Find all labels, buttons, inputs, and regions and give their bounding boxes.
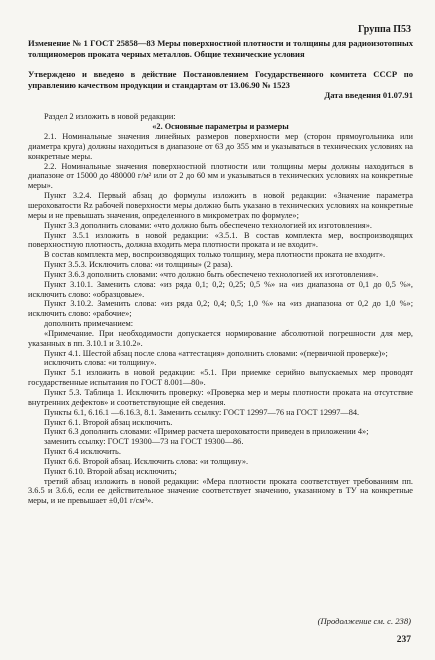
group-label: Группа П53	[358, 24, 411, 35]
body-paragraph: Пункт 3.6.3 дополнить словами: «что должно быть обеспечено технологией их изготовления».	[44, 269, 379, 279]
body-paragraph: Пункт 6.4 исключить.	[44, 447, 121, 457]
approval-statement: Утверждено и введено в действие Постановлением Государственного комитета СССР по управлению качеством продукции и стандартам от 13.06.90 № 1523	[28, 69, 413, 90]
effective-date: Дата введения 01.07.91	[324, 90, 413, 101]
body-paragraph: 2.2. Номинальные значения поверхностной плотности или толщины меры должны находиться в диапазоне от 15000 до 480000 г/м² или от 2 до 60 мм и указываться в технических условиях на конкретные меры».	[28, 161, 413, 191]
body-paragraph: Пункт 3.10.1. Заменить слова: «из ряда 0,1; 0,2; 0,25; 0,5 %» на «из диапазона от 0,1 до 0,5 %», исключить слово: «образцовые».	[28, 279, 413, 299]
body-paragraph: Пункт 4.1. Шестой абзац после слова «аттестация» дополнить словами: «(первичной проверке)»;	[44, 348, 388, 358]
body-paragraph: Раздел 2 изложить в новой редакции:	[44, 112, 176, 122]
body-paragraph: Пункты 6.1, 6.16.1 —6.16.3, 8.1. Заменить ссылку: ГОСТ 12997—76 на ГОСТ 12997—84.	[44, 407, 360, 417]
body-paragraph: «Примечание. При необходимости допускается нормирование абсолютной погрешности для мер, указанных в пп. 3.10.1 и 3.10.2».	[28, 328, 413, 348]
body-paragraph: Пункт 6.6. Второй абзац. Исключить слова: «и толщину».	[44, 456, 249, 466]
body-paragraph: Пункт 3.3 дополнить словами: «что должно быть обеспечено технологией их изготовления».	[44, 220, 372, 230]
body-paragraph: заменить ссылку: ГОСТ 19300—73 на ГОСТ 19300—86.	[44, 437, 244, 447]
header-title: Изменение № 1 ГОСТ 25858—83 Меры поверхностной плотности и толщины для радиоизотопных толщиномеров проката черных металлов. Общие технические условия	[28, 38, 413, 59]
body-paragraph: Пункт 5.3. Таблица 1. Исключить проверку: «Проверка мер и меры плотности проката на отсутствие внутренних дефектов» и соответствующие ей сведения.	[28, 388, 413, 407]
body-paragraph: Пункт 6.3 дополнить словами: «Пример расчета шероховатости приведен в приложении 4»;	[44, 427, 369, 437]
body-paragraph: Пункт 6.1. Второй абзац исключить.	[44, 417, 173, 427]
page-number: 237	[396, 635, 411, 645]
body-paragraph: дополнить примечанием:	[44, 319, 134, 329]
body-paragraph: Пункт 3.10.2. Заменить слова: «из ряда 0,2; 0,4; 0,5; 1,0 %» на «из диапазона от 0,2 до 1,0 %»; исключить слово: «рабочие»;	[28, 299, 413, 319]
body-paragraph: исключить слова: «и толщину».	[44, 358, 157, 368]
body-paragraph: Пункт 6.10. Второй абзац исключить;	[44, 466, 177, 476]
document-body	[28, 112, 413, 506]
body-paragraph: Пункт 5.1 изложить в новой редакции: «5.1. При приемке серийно выпускаемых мер проводят государственные испытания по ГОСТ 8.001—80».	[28, 368, 413, 388]
body-paragraph: «2. Основные параметры и размеры	[152, 122, 289, 132]
body-paragraph: 2.1. Номинальные значения линейных размеров поверхности мер (сторон прямоугольника или диаметра круга) должны находиться в диапазоне от 63 до 355 мм и указываться в технических условиях на конкретные меры.	[28, 132, 413, 161]
body-paragraph: Пункт 3.5.3. Исключить слова: «и толщины» (2 раза).	[44, 260, 233, 270]
body-paragraph: Пункт 3.2.4. Первый абзац до формулы изложить в новой редакции: «Значение параметра шероховатости Rz рабочей поверхности меры должно быть указано в технических условиях на конкретные меры и не превышать значения, определенного в микрометрах по формуле»;	[28, 191, 413, 220]
body-paragraph: Пункт 3.5.1 изложить в новой редакции: «3.5.1. В состав комплекта мер, воспроизводящих поверхностную плотность, должна входить мера плотности проката и не входит».	[28, 230, 413, 250]
body-paragraph: В состав комплекта мер, воспроизводящих только толщину, мера плотности проката не входит».	[44, 250, 386, 260]
body-paragraph: третий абзац изложить в новой редакции: «Мера плотности проката соответствует требованиям пп. 3.6.5 и 3.6.6, если ее действительное значение соответствует значению, указанному в ТУ на конкретные меры, и не превышает ±0,01 г/см³».	[28, 476, 413, 506]
continued-note: (Продолжение см. с. 238)	[317, 616, 411, 626]
